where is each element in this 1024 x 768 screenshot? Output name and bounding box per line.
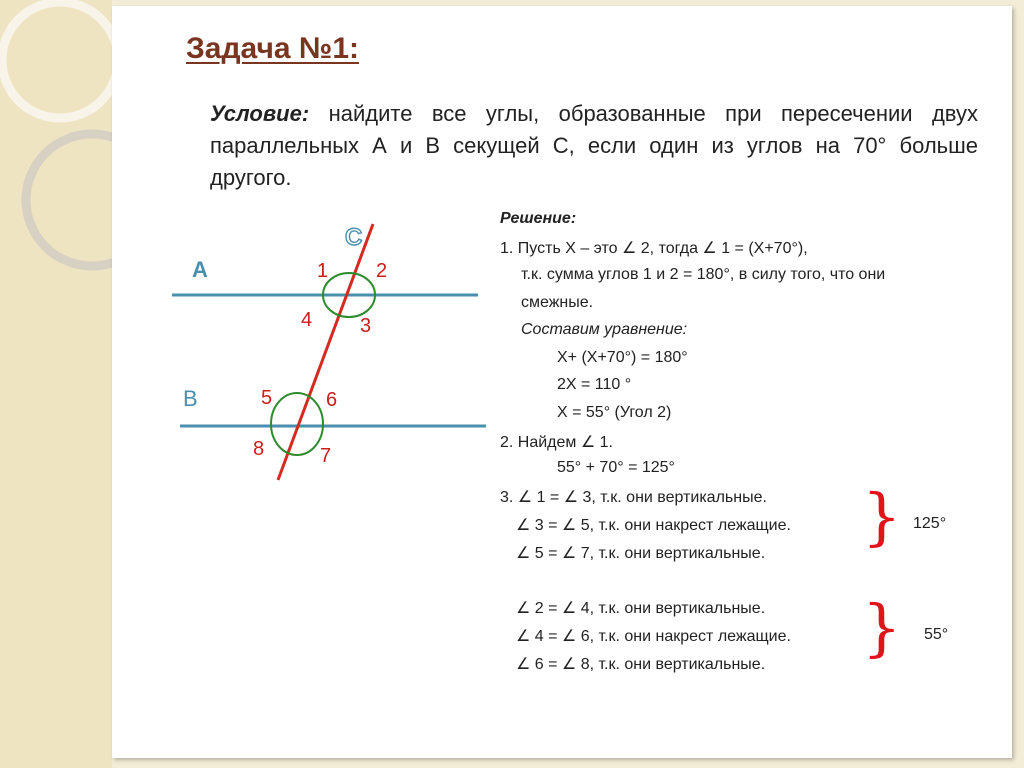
angle-label-7: 7 bbox=[320, 445, 332, 467]
solution-step3-line6: ∠ 6 = ∠ 8, т.к. они вертикальные. bbox=[516, 656, 766, 673]
result-125: 125° bbox=[913, 515, 947, 532]
angle-label-2: 2 bbox=[376, 260, 388, 282]
angle-label-4: 4 bbox=[301, 309, 313, 331]
solution-step3-line4: ∠ 2 = ∠ 4, т.к. они вертикальные. bbox=[516, 600, 766, 617]
geometry-diagram bbox=[0, 0, 520, 500]
curly-brace-upper: } bbox=[862, 480, 902, 553]
curly-brace-lower: } bbox=[862, 591, 902, 664]
solution-step3-line1: 3. ∠ 1 = ∠ 3, т.к. они вертикальные. bbox=[500, 489, 767, 506]
equation-1: Х+ (Х+70°) = 180° bbox=[557, 349, 688, 366]
equation-label: Составим уравнение: bbox=[521, 321, 688, 338]
angle-label-8: 8 bbox=[253, 438, 265, 460]
solution-step3-line5: ∠ 4 = ∠ 6, т.к. они накрест лежащие. bbox=[516, 628, 791, 645]
line-label-b: В bbox=[183, 386, 198, 411]
page-title: Задача №1: bbox=[186, 32, 360, 65]
solution-step2-calc: 55° + 70° = 125° bbox=[557, 459, 675, 476]
equation-3: Х = 55° (Угол 2) bbox=[557, 404, 672, 421]
angle-label-5: 5 bbox=[261, 387, 273, 409]
condition-label: Условие: bbox=[210, 101, 310, 126]
result-55: 55° bbox=[924, 626, 949, 643]
solution-heading: Решение: bbox=[500, 210, 577, 227]
condition-text: найдите все углы, образованные при пересечении двух параллельных А и В секущей С, если один из углов на 70° больше другого. bbox=[210, 101, 978, 190]
equation-2: 2Х = 110 ° bbox=[557, 376, 632, 393]
angle-label-3: 3 bbox=[360, 315, 372, 337]
angle-label-1: 1 bbox=[317, 260, 329, 282]
angle-label-6: 6 bbox=[326, 389, 338, 411]
angle-arc-bottom bbox=[271, 393, 323, 455]
solution-step1-c: смежные. bbox=[521, 294, 594, 311]
line-label-a: А bbox=[192, 257, 208, 282]
line-label-c: С bbox=[345, 224, 363, 251]
solution-step1-b: т.к. сумма углов 1 и 2 = 180°, в силу того, что они bbox=[521, 266, 886, 283]
solution-step2: 2. Найдем ∠ 1. bbox=[500, 434, 613, 451]
solution-step1-a: 1. Пусть Х – это ∠ 2, тогда ∠ 1 = (Х+70°), bbox=[500, 240, 808, 257]
solution-step3-line2: ∠ 3 = ∠ 5, т.к. они накрест лежащие. bbox=[516, 517, 791, 534]
solution-step3-line3: ∠ 5 = ∠ 7, т.к. они вертикальные. bbox=[516, 545, 766, 562]
